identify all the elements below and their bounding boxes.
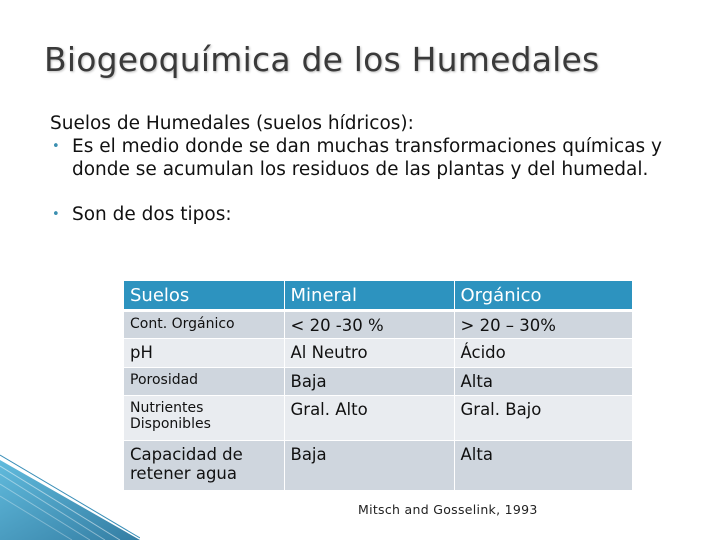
table-row [124, 368, 632, 396]
organic-value: Gral. Bajo [454, 396, 632, 441]
table-row [124, 311, 632, 339]
mineral-value: Gral. Alto [284, 396, 454, 441]
mineral-value: < 20 -30 % [284, 311, 454, 339]
mineral-value: Al Neutro [284, 339, 454, 368]
slide-title: Biogeoquímica de los Humedales [44, 40, 600, 79]
row-label: pH [124, 339, 284, 368]
table-row [124, 441, 632, 491]
mineral-value: Baja [284, 368, 454, 396]
bullet-dot-icon: • [52, 207, 60, 222]
citation: Mitsch and Gosselink, 1993 [358, 502, 538, 517]
slide-content [50, 112, 690, 226]
row-label: Porosidad [124, 368, 284, 396]
header-suelos: Suelos [124, 281, 284, 311]
bullet-2 [50, 203, 690, 226]
intro-text: Suelos de Humedales (suelos hídricos): [50, 113, 414, 134]
decorative-wave-graphic [0, 440, 140, 540]
organic-value: > 20 – 30% [454, 311, 632, 339]
organic-value: Alta [454, 441, 632, 491]
bullet-1 [50, 135, 690, 181]
row-label: Capacidad de retener agua [124, 441, 284, 491]
table-row [124, 339, 632, 368]
bullet-1-text: Es el medio donde se dan muchas transformaciones químicas y donde se acumulan los residuos de las plantas y del humedal. [72, 136, 663, 180]
table-header-row [124, 281, 632, 311]
row-label: Nutrientes Disponibles [124, 396, 284, 441]
soil-types-table [124, 281, 633, 491]
organic-value: Alta [454, 368, 632, 396]
mineral-value: Baja [284, 441, 454, 491]
header-mineral: Mineral [284, 281, 454, 311]
row-label: Cont. Orgánico [124, 311, 284, 339]
bullet-dot-icon: • [52, 139, 60, 154]
organic-value: Ácido [454, 339, 632, 368]
header-organico: Orgánico [454, 281, 632, 311]
table-row [124, 396, 632, 441]
bullet-2-text: Son de dos tipos: [72, 204, 232, 225]
